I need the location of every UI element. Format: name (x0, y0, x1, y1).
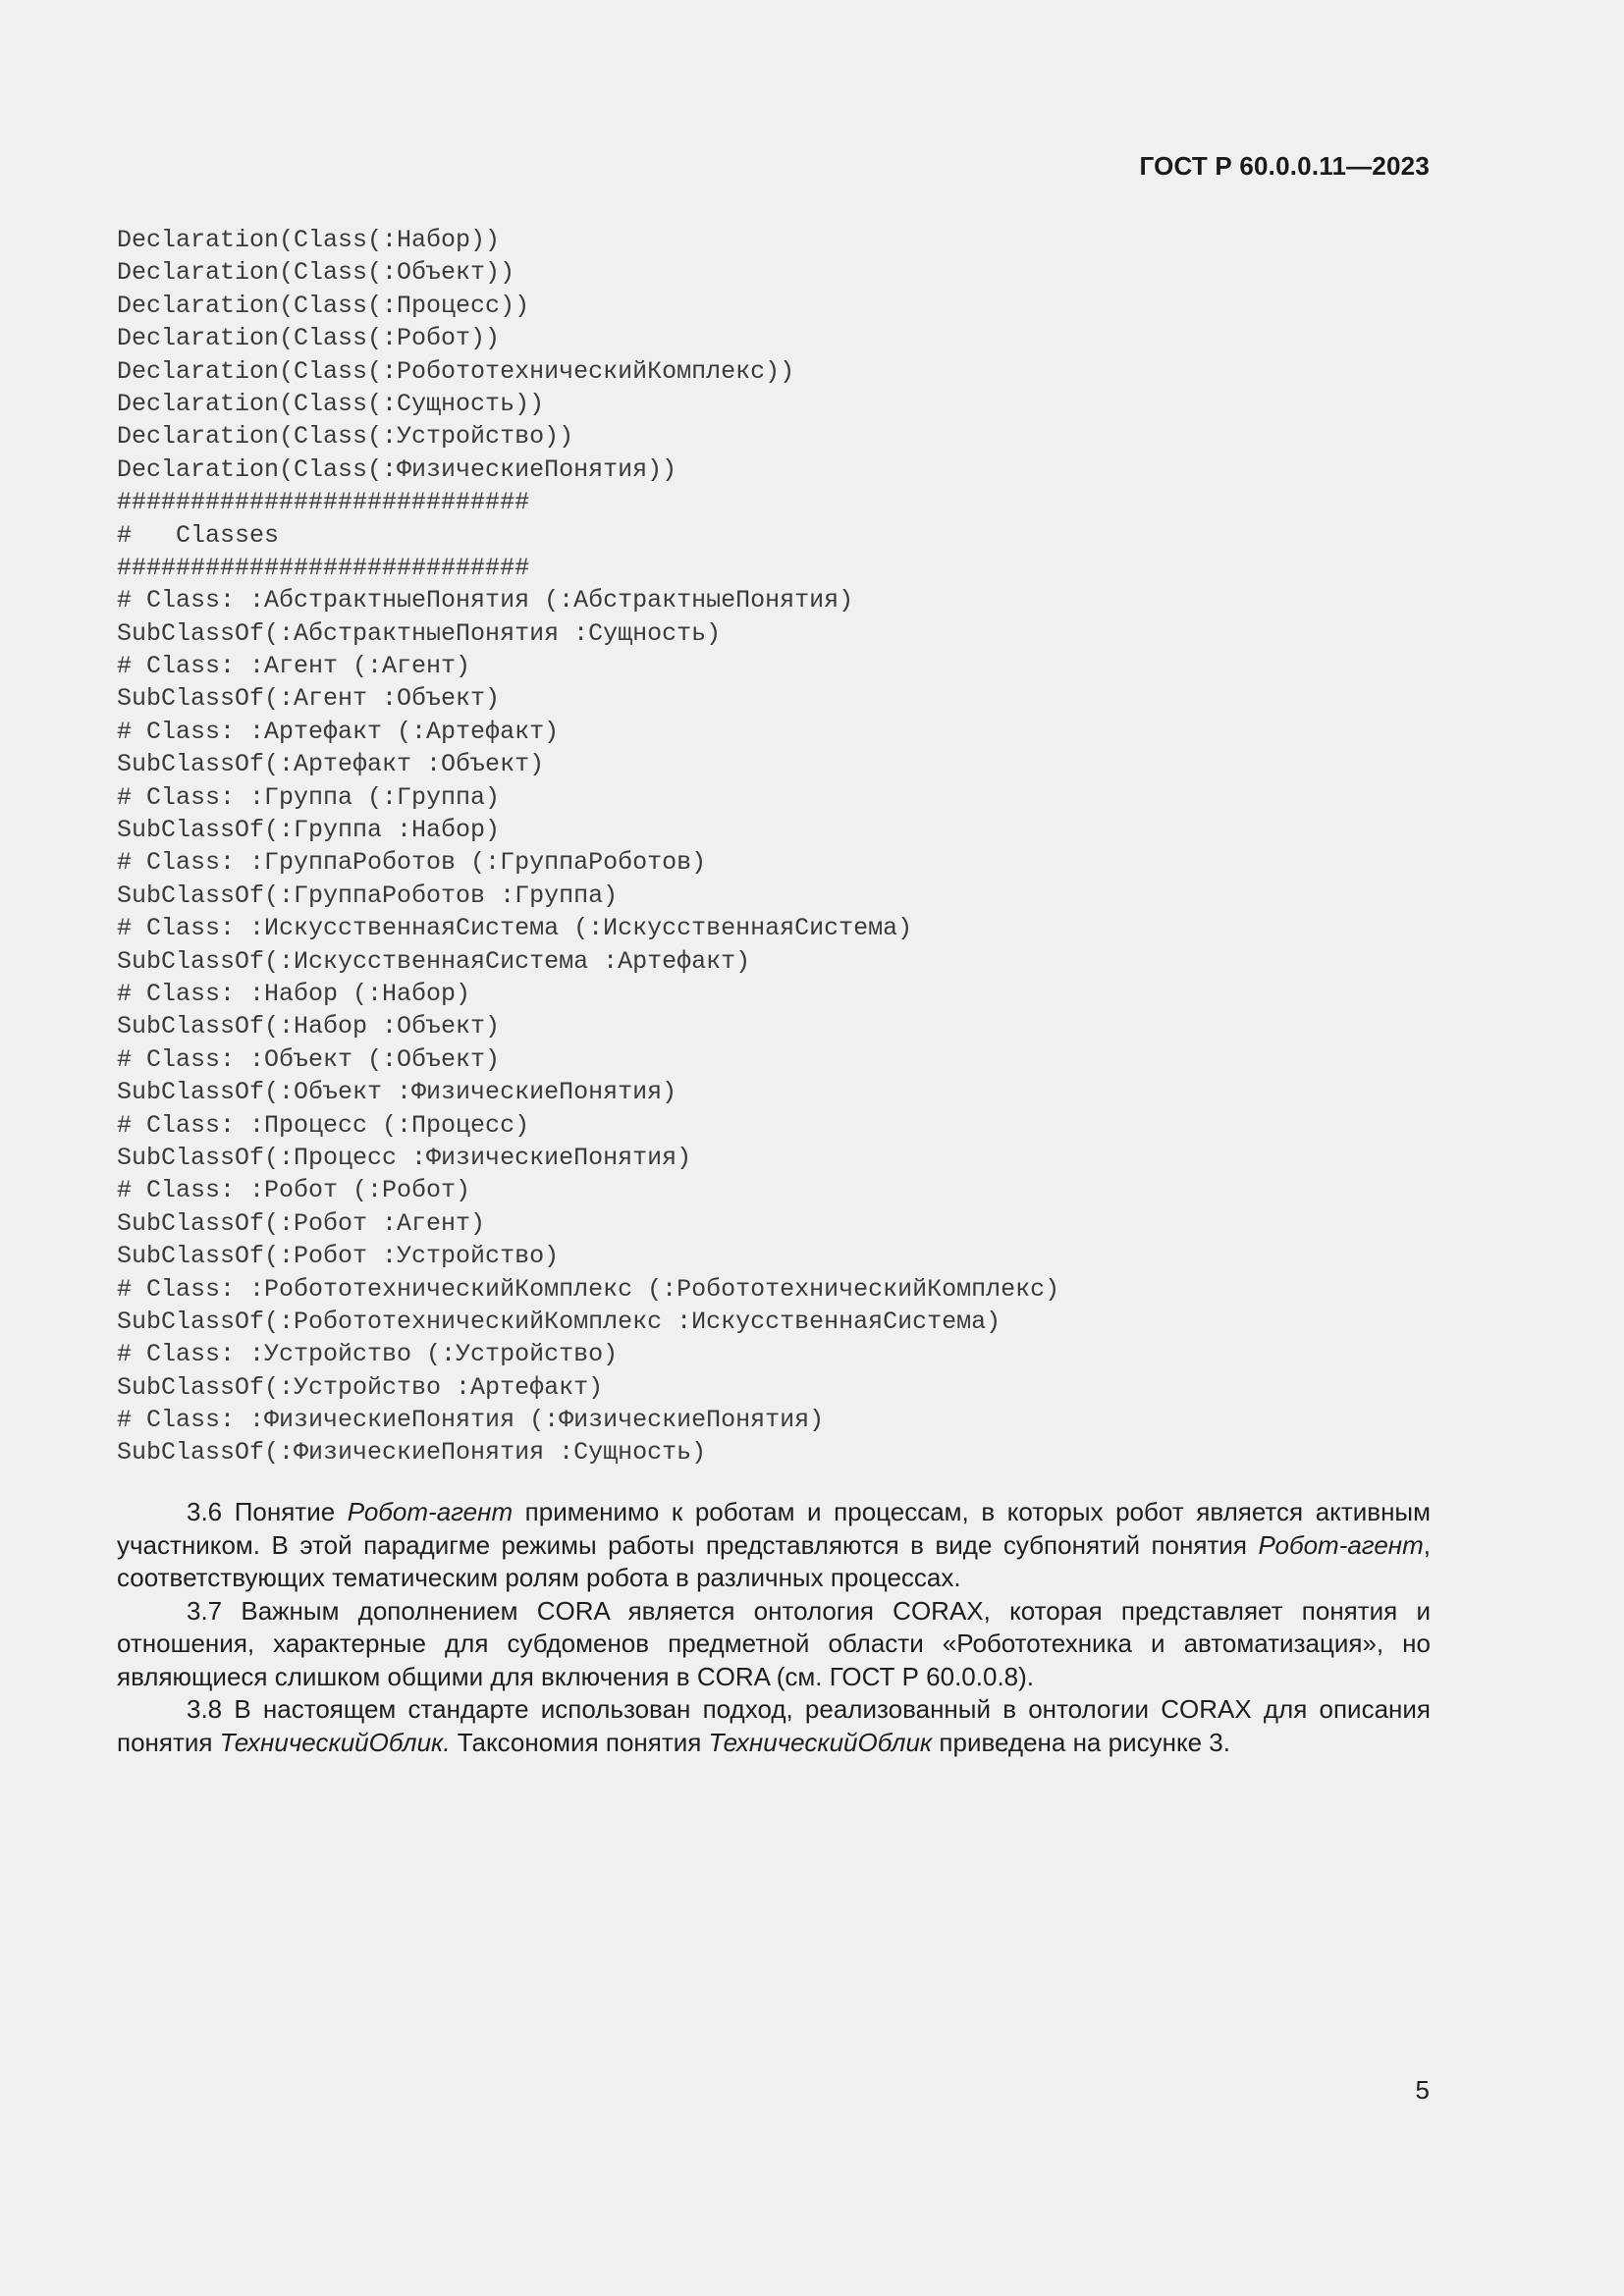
code-line: SubClassOf(:Набор :Объект) (117, 1012, 501, 1041)
italic-term: Робот-агент (347, 1497, 514, 1526)
paragraph-text: 3.7 Важным дополнением CORA является онтология CORAX, которая представляет понятия и отношения, характерные для субдоменов предметной области «Робототехника и автоматизация», но являющиеся слишком общими для включения в CORA (см. ГОСТ Р 60.0.0.8). (117, 1595, 1431, 1691)
code-line: SubClassOf(:Процесс :ФизическиеПонятия) (117, 1143, 692, 1172)
code-line: SubClassOf(:ФизическиеПонятия :Сущность) (117, 1438, 707, 1468)
page-number: 5 (1415, 2075, 1430, 2105)
document-code-header: ГОСТ Р 60.0.0.11—2023 (1139, 151, 1430, 181)
paragraph-text: приведена на рисунке 3. (932, 1727, 1230, 1757)
code-line: SubClassOf(:Агент :Объект) (117, 684, 501, 714)
code-line: # Class: :Артефакт (:Артефакт) (117, 717, 560, 746)
code-line: # Class: :Устройство (:Устройство) (117, 1340, 619, 1369)
paragraph-3-7 (117, 1595, 1431, 1694)
code-line: # Class: :РобототехническийКомплекс (:РобототехническийКомплекс) (117, 1274, 1060, 1304)
code-line: ############################ (117, 553, 530, 582)
code-line: SubClassOf(:Артефакт :Объект) (117, 750, 545, 779)
code-line: SubClassOf(:Робот :Агент) (117, 1208, 486, 1238)
code-line: Declaration(Class(:РобототехническийКомплекс)) (117, 356, 795, 386)
italic-term: ТехническийОблик (708, 1727, 933, 1757)
code-line: SubClassOf(:РобототехническийКомплекс :ИскусственнаяСистема) (117, 1307, 1001, 1336)
code-line: # Class: :ФизическиеПонятия (:ФизическиеПонятия) (117, 1406, 825, 1435)
code-line: # Class: :Объект (:Объект) (117, 1044, 501, 1074)
code-line: SubClassOf(:АбстрактныеПонятия :Сущность) (117, 618, 722, 648)
code-line: SubClassOf(:ГруппаРоботов :Группа) (117, 881, 619, 910)
code-line: # Class: :Робот (:Робот) (117, 1176, 471, 1205)
paragraph-text: Таксономия понятия (450, 1727, 709, 1757)
paragraph-3-6 (117, 1496, 1431, 1595)
code-line: Declaration(Class(:Сущность)) (117, 389, 545, 418)
code-line: SubClassOf(:Объект :ФизическиеПонятия) (117, 1078, 677, 1107)
code-line: Declaration(Class(:Устройство)) (117, 422, 574, 452)
code-line: # Class: :Агент (:Агент) (117, 652, 471, 681)
paragraph-text: 3.8 В настоящем стандарте использован подход, реализованный в онтологии CORAX для описания понятия (117, 1694, 1431, 1757)
code-line: Declaration(Class(:ФизическиеПонятия)) (117, 454, 677, 484)
paragraph-3-8 (117, 1693, 1431, 1759)
code-line: # Class: :Группа (:Группа) (117, 782, 501, 812)
code-line: SubClassOf(:Группа :Набор) (117, 816, 501, 845)
code-line: # Class: :АбстрактныеПонятия (:АбстрактныеПонятия) (117, 586, 854, 615)
code-line: # Classes (117, 520, 280, 550)
code-line: SubClassOf(:Устройство :Артефакт) (117, 1372, 604, 1402)
body-text (117, 1496, 1431, 1759)
code-line: ############################ (117, 488, 530, 517)
owl-code-listing (117, 224, 1059, 1469)
code-line: Declaration(Class(:Набор)) (117, 226, 501, 254)
code-line: SubClassOf(:Робот :Устройство) (117, 1242, 560, 1271)
italic-term: Робот-агент (1258, 1529, 1424, 1560)
code-line: Declaration(Class(:Процесс)) (117, 291, 530, 320)
code-line: # Class: :Процесс (:Процесс) (117, 1110, 530, 1140)
code-line: Declaration(Class(:Робот)) (117, 324, 501, 353)
code-line: SubClassOf(:ИскусственнаяСистема :Артефакт) (117, 946, 751, 976)
paragraph-text: 3.6 Понятие (187, 1497, 348, 1526)
code-line: # Class: :ИскусственнаяСистема (:ИскусственнаяСистема) (117, 914, 913, 943)
paragraph-text: применимо к роботам и процессам, в которых робот является активным участником. В этой парадигме режимы работы представляются в виде субпонятий понятия (117, 1497, 1431, 1560)
code-line: Declaration(Class(:Объект)) (117, 258, 515, 288)
code-line: # Class: :ГруппаРоботов (:ГруппаРоботов) (117, 848, 707, 878)
italic-term: ТехническийОблик. (219, 1727, 451, 1757)
paragraph-text: , соответствующих тематическим ролям робота в различных процессах. (117, 1529, 1431, 1592)
code-line: # Class: :Набор (:Набор) (117, 979, 471, 1008)
